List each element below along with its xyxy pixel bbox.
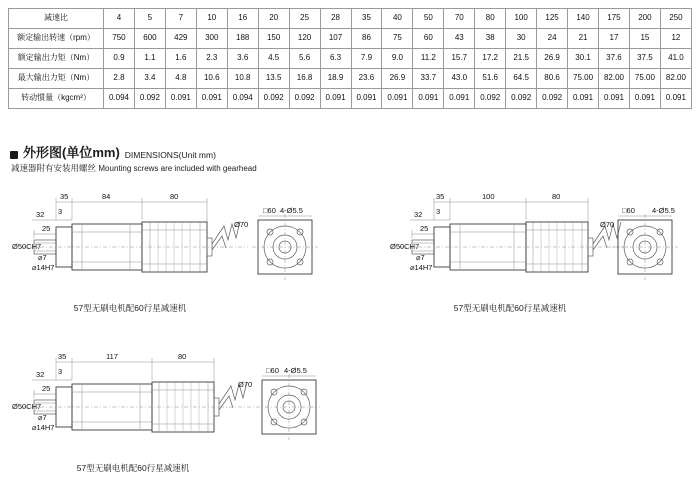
dim-32: 32 xyxy=(36,210,45,219)
cell: 188 xyxy=(227,29,258,49)
cell: 18.9 xyxy=(320,69,351,89)
dim-80: 80 xyxy=(170,192,179,201)
cell: 20 xyxy=(258,9,289,29)
shaft-labels xyxy=(12,242,54,272)
dim-32: 32 xyxy=(36,370,45,379)
cell: 10 xyxy=(196,9,227,29)
cell: 10.8 xyxy=(227,69,258,89)
row-label-ratio: 减速比 xyxy=(9,9,104,29)
label-shaft-dia: Ø50CH7 xyxy=(390,242,420,251)
dim-lines-shaft xyxy=(410,207,450,238)
cell: 23.6 xyxy=(351,69,382,89)
cell: 5.6 xyxy=(289,49,320,69)
cell: 17 xyxy=(599,29,630,49)
drawing-2-face-view xyxy=(600,180,696,290)
cell: 4.8 xyxy=(165,69,196,89)
label-key-bottom: ⌀14H7 xyxy=(32,263,55,272)
cell: 41.0 xyxy=(660,49,691,69)
cell: 0.092 xyxy=(134,89,165,109)
cell: 5 xyxy=(134,9,165,29)
cell: 750 xyxy=(104,29,135,49)
drawing-3-caption: 57型无刷电机配60行星减速机 xyxy=(76,463,190,473)
cell: 30 xyxy=(506,29,537,49)
cell: 15.7 xyxy=(444,49,475,69)
cell: 3.4 xyxy=(134,69,165,89)
cell: 37.6 xyxy=(599,49,630,69)
cell: 200 xyxy=(629,9,660,29)
dim-lines-top xyxy=(56,352,214,382)
cell: 0.091 xyxy=(568,89,599,109)
cell: 12 xyxy=(660,29,691,49)
cell: 7 xyxy=(165,9,196,29)
dim-117: 117 xyxy=(106,352,118,361)
cell: 0.092 xyxy=(258,89,289,109)
cell: 2.3 xyxy=(196,49,227,69)
cell: 0.091 xyxy=(351,89,382,109)
cell: 24 xyxy=(537,29,568,49)
dim-25: 25 xyxy=(420,224,429,233)
cell: 0.091 xyxy=(660,89,691,109)
cell: 60 xyxy=(413,29,444,49)
cell: 9.0 xyxy=(382,49,413,69)
cell: 125 xyxy=(537,9,568,29)
table-row xyxy=(9,89,692,109)
label-pilot-dia: Ø70 xyxy=(234,220,249,229)
label-face-square: □60 xyxy=(263,206,276,215)
label-key-top: ⌀7 xyxy=(416,253,425,262)
bullet-square-icon xyxy=(10,151,18,159)
cell: 82.00 xyxy=(599,69,630,89)
cell: 17.2 xyxy=(475,49,506,69)
cell: 2.8 xyxy=(104,69,135,89)
mounting-note-cn: 减速器附有安装用螺丝 xyxy=(11,163,97,173)
face-view xyxy=(234,206,318,280)
drawing-1-svg xyxy=(12,180,322,300)
label-bolt-holes: 4-Ø5.5 xyxy=(280,206,303,215)
cell: 26.9 xyxy=(382,69,413,89)
cell: 4.5 xyxy=(258,49,289,69)
cell: 75 xyxy=(382,29,413,49)
dim-80: 80 xyxy=(178,352,187,361)
cell: 82.00 xyxy=(660,69,691,89)
label-shaft-dia: Ø50CH7 xyxy=(12,402,42,411)
cell: 0.091 xyxy=(599,89,630,109)
row-label-rated-speed: 额定输出转速（rpm） xyxy=(9,29,104,49)
cell: 3.6 xyxy=(227,49,258,69)
cell: 0.091 xyxy=(382,89,413,109)
dim-lines-top xyxy=(434,192,588,222)
drawing-1 xyxy=(12,180,322,314)
cell: 43.0 xyxy=(444,69,475,89)
drawing-3-svg xyxy=(12,340,322,460)
dim-84: 84 xyxy=(102,192,111,201)
cell: 64.5 xyxy=(506,69,537,89)
label-key-bottom: ⌀14H7 xyxy=(410,263,433,272)
cell: 0.091 xyxy=(629,89,660,109)
dim-35: 35 xyxy=(60,192,69,201)
dim-lines-shaft xyxy=(32,367,72,398)
cell: 21.5 xyxy=(506,49,537,69)
cell: 0.092 xyxy=(475,89,506,109)
cell: 28 xyxy=(320,9,351,29)
mounting-note-en: Mounting screws are included with gearhead xyxy=(98,164,257,173)
cell: 21 xyxy=(568,29,599,49)
table-row xyxy=(9,49,692,69)
label-bolt-holes: 4-Ø5.5 xyxy=(284,366,307,375)
cell: 250 xyxy=(660,9,691,29)
cell: 11.2 xyxy=(413,49,444,69)
dim-lines-shaft xyxy=(32,207,72,238)
cell: 300 xyxy=(196,29,227,49)
drawing-3 xyxy=(12,340,322,474)
cell: 0.091 xyxy=(413,89,444,109)
table-row xyxy=(9,9,692,29)
table-row xyxy=(9,69,692,89)
dimensions-heading xyxy=(10,142,216,161)
drawing-2-face-svg xyxy=(600,180,696,290)
cell: 37.5 xyxy=(629,49,660,69)
cell: 0.091 xyxy=(320,89,351,109)
cell: 6.3 xyxy=(320,49,351,69)
label-shaft-dia: Ø50CH7 xyxy=(12,242,42,251)
cell: 0.092 xyxy=(506,89,537,109)
label-pilot-dia: Ø70 xyxy=(600,220,615,229)
cell: 50 xyxy=(413,9,444,29)
cell: 10.6 xyxy=(196,69,227,89)
cell: 429 xyxy=(165,29,196,49)
cell: 0.092 xyxy=(537,89,568,109)
label-pilot-dia: Ø70 xyxy=(238,380,253,389)
dim-35: 35 xyxy=(58,352,67,361)
cell: 86 xyxy=(351,29,382,49)
cell: 80.6 xyxy=(537,69,568,89)
cell: 16 xyxy=(227,9,258,29)
cell: 43 xyxy=(444,29,475,49)
cell: 16.8 xyxy=(289,69,320,89)
dim-32: 32 xyxy=(414,210,423,219)
cell: 40 xyxy=(382,9,413,29)
cell: 0.094 xyxy=(227,89,258,109)
dimensions-heading-en: DIMENSIONS(Unit mm) xyxy=(124,150,216,160)
cell: 25 xyxy=(289,9,320,29)
cell: 70 xyxy=(444,9,475,29)
cell: 80 xyxy=(475,9,506,29)
face-view xyxy=(238,366,320,440)
cell: 1.1 xyxy=(134,49,165,69)
cell: 15 xyxy=(629,29,660,49)
cell: 0.094 xyxy=(104,89,135,109)
cell: 4 xyxy=(104,9,135,29)
dim-35: 35 xyxy=(436,192,445,201)
label-bolt-holes: 4-Ø5.5 xyxy=(652,206,675,215)
label-key-bottom: ⌀14H7 xyxy=(32,423,55,432)
cell: 75.00 xyxy=(568,69,599,89)
drawing-1-caption: 57型无刷电机配60行星减速机 xyxy=(73,303,187,313)
cell: 120 xyxy=(289,29,320,49)
drawing-2-caption: 57型无刷电机配60行星减速机 xyxy=(453,303,567,313)
mounting-note xyxy=(11,162,257,174)
label-key-top: ⌀7 xyxy=(38,413,47,422)
cell: 0.091 xyxy=(165,89,196,109)
dim-80: 80 xyxy=(552,192,561,201)
cell: 100 xyxy=(506,9,537,29)
label-face-square: □60 xyxy=(266,366,279,375)
dim-25: 25 xyxy=(42,384,51,393)
cell: 140 xyxy=(568,9,599,29)
shaft-labels xyxy=(390,242,432,272)
dim-25: 25 xyxy=(42,224,51,233)
label-key-top: ⌀7 xyxy=(38,253,47,262)
cell: 38 xyxy=(475,29,506,49)
cell: 35 xyxy=(351,9,382,29)
cell: 0.092 xyxy=(289,89,320,109)
dim-3: 3 xyxy=(58,367,63,376)
cell: 33.7 xyxy=(413,69,444,89)
cell: 175 xyxy=(599,9,630,29)
dim-3: 3 xyxy=(436,207,441,216)
cell: 0.091 xyxy=(196,89,227,109)
cell: 600 xyxy=(134,29,165,49)
shaft-labels xyxy=(12,402,54,432)
table-row xyxy=(9,29,692,49)
dim-100: 100 xyxy=(482,192,495,201)
row-label-inertia: 转动惯量（kgcm²） xyxy=(9,89,104,109)
cell: 107 xyxy=(320,29,351,49)
spec-table xyxy=(8,8,692,109)
cell: 30.1 xyxy=(568,49,599,69)
label-face-square: □60 xyxy=(622,206,635,215)
dim-lines-top xyxy=(56,192,207,222)
cell: 13.5 xyxy=(258,69,289,89)
row-label-rated-torque: 额定输出力矩（Nm） xyxy=(9,49,104,69)
cell: 0.9 xyxy=(104,49,135,69)
cell: 0.091 xyxy=(444,89,475,109)
dim-3: 3 xyxy=(58,207,63,216)
cell: 7.9 xyxy=(351,49,382,69)
cell: 1.6 xyxy=(165,49,196,69)
cell: 75.00 xyxy=(629,69,660,89)
specification-table xyxy=(8,8,692,109)
cell: 26.9 xyxy=(537,49,568,69)
cell: 150 xyxy=(258,29,289,49)
row-label-max-torque: 最大输出力矩（Nm） xyxy=(9,69,104,89)
cell: 51.6 xyxy=(475,69,506,89)
dimensions-heading-cn: 外形图(单位mm) xyxy=(23,145,120,160)
